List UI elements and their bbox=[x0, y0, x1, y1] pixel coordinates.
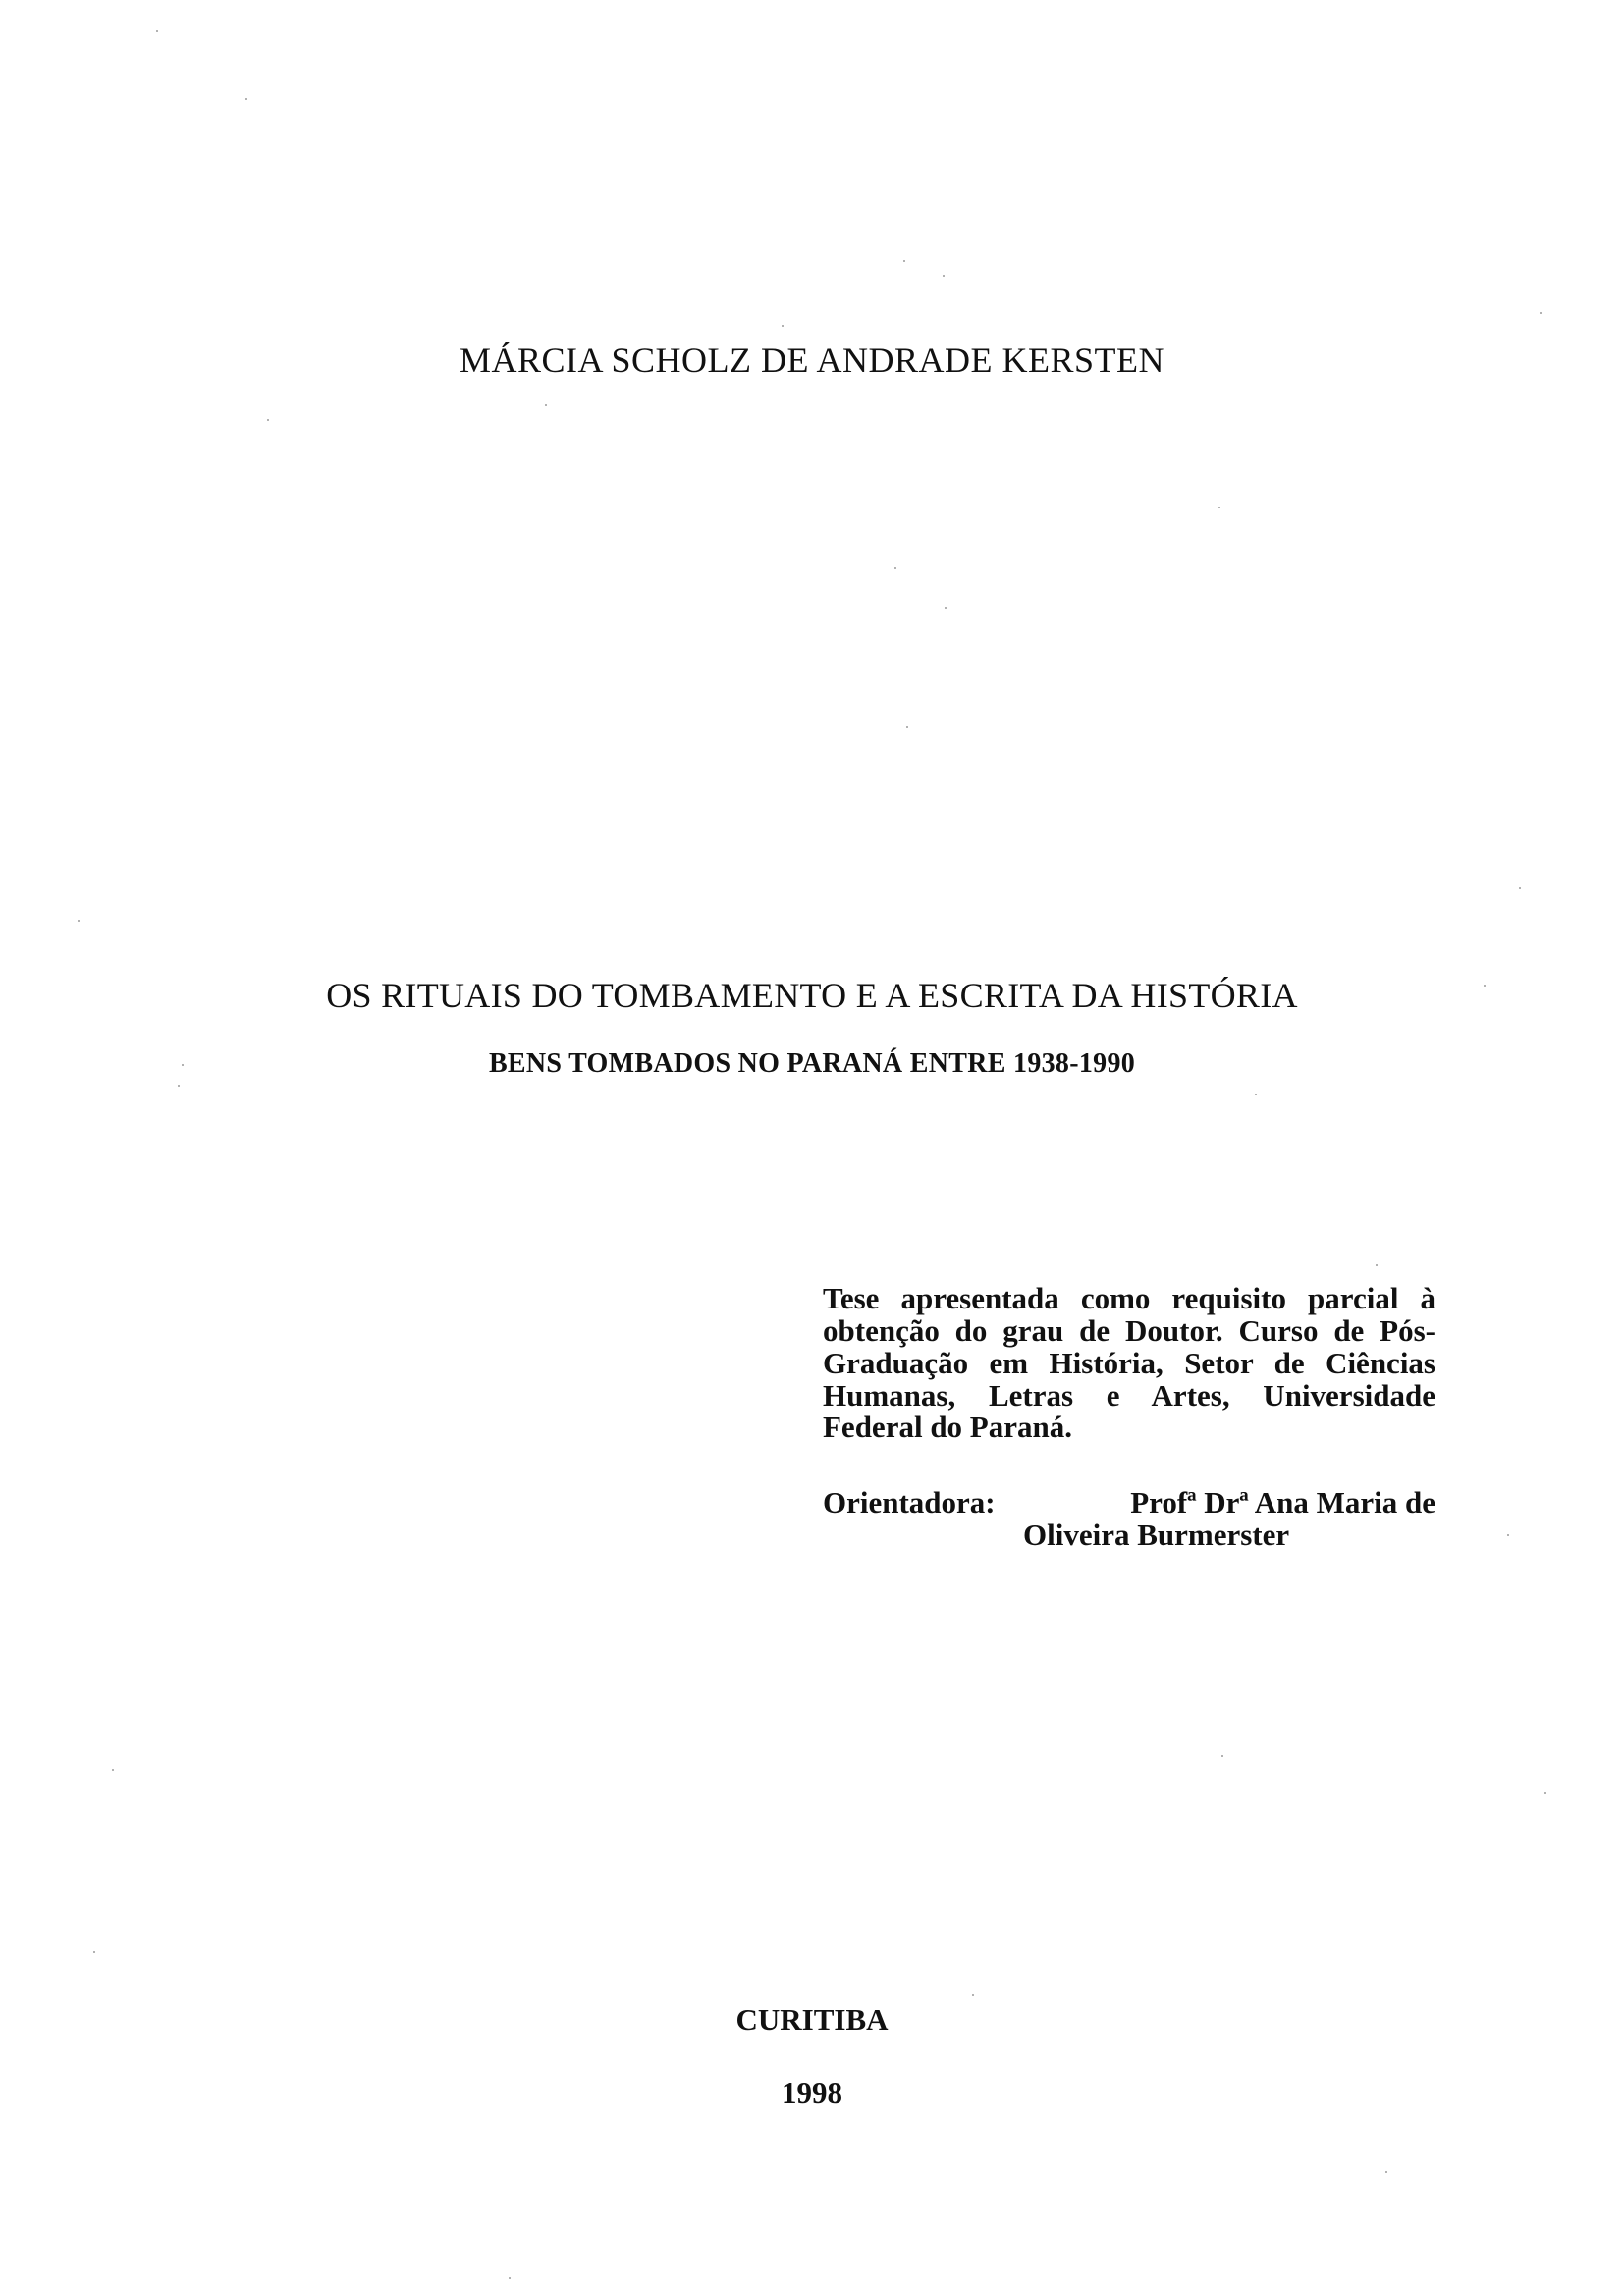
scan-speck bbox=[178, 1085, 180, 1087]
advisor-name-part2: Oliveira Burmerster bbox=[1023, 1517, 1290, 1552]
scan-speck bbox=[1519, 887, 1521, 889]
scan-speck bbox=[1385, 2171, 1387, 2173]
advisor-label: Orientadora: bbox=[823, 1485, 996, 1520]
scan-speck bbox=[1544, 1792, 1546, 1794]
thesis-title: OS RITUAIS DO TOMBAMENTO E A ESCRITA DA HISTÓRIA bbox=[326, 976, 1298, 1015]
scan-speck bbox=[1255, 1094, 1257, 1095]
scan-speck bbox=[509, 2277, 511, 2279]
scan-speck bbox=[1218, 507, 1220, 508]
scan-speck bbox=[545, 404, 547, 406]
scan-speck bbox=[1507, 1534, 1509, 1536]
scan-speck bbox=[943, 275, 945, 277]
scan-speck bbox=[93, 1951, 95, 1953]
thesis-statement: Tese apresentada como requisito parcial à obtenção do grau de Doutor. Curso de Pós-Graduação em História, Setor de Ciências Humanas, Letras e Artes, Universidade Federal do Paraná. bbox=[823, 1281, 1435, 1445]
author-name: MÁRCIA SCHOLZ DE ANDRADE KERSTEN bbox=[459, 341, 1165, 380]
advisor-block bbox=[823, 1487, 1435, 1552]
scan-speck bbox=[1540, 312, 1542, 314]
scan-speck bbox=[1376, 1264, 1378, 1266]
scan-speck bbox=[782, 325, 784, 327]
scan-speck bbox=[267, 419, 269, 421]
scan-speck bbox=[245, 98, 247, 100]
scan-speck bbox=[78, 920, 80, 922]
scan-speck bbox=[156, 30, 158, 32]
advisor-line bbox=[823, 1487, 1435, 1520]
year: 1998 bbox=[782, 2075, 842, 2109]
scan-speck bbox=[945, 607, 947, 609]
scan-speck bbox=[1221, 1755, 1223, 1757]
city: CURITIBA bbox=[735, 2002, 889, 2037]
advisor-name-part1: Profª Drª Ana Maria de bbox=[1130, 1485, 1435, 1520]
scan-speck bbox=[1484, 985, 1486, 987]
scan-speck bbox=[903, 260, 905, 262]
scan-speck bbox=[894, 567, 896, 569]
scan-speck bbox=[972, 1994, 974, 1996]
thesis-subtitle: BENS TOMBADOS NO PARANÁ ENTRE 1938-1990 bbox=[488, 1048, 1136, 1079]
scan-speck bbox=[112, 1769, 114, 1771]
scan-speck bbox=[182, 1064, 184, 1066]
scan-speck bbox=[906, 726, 908, 728]
